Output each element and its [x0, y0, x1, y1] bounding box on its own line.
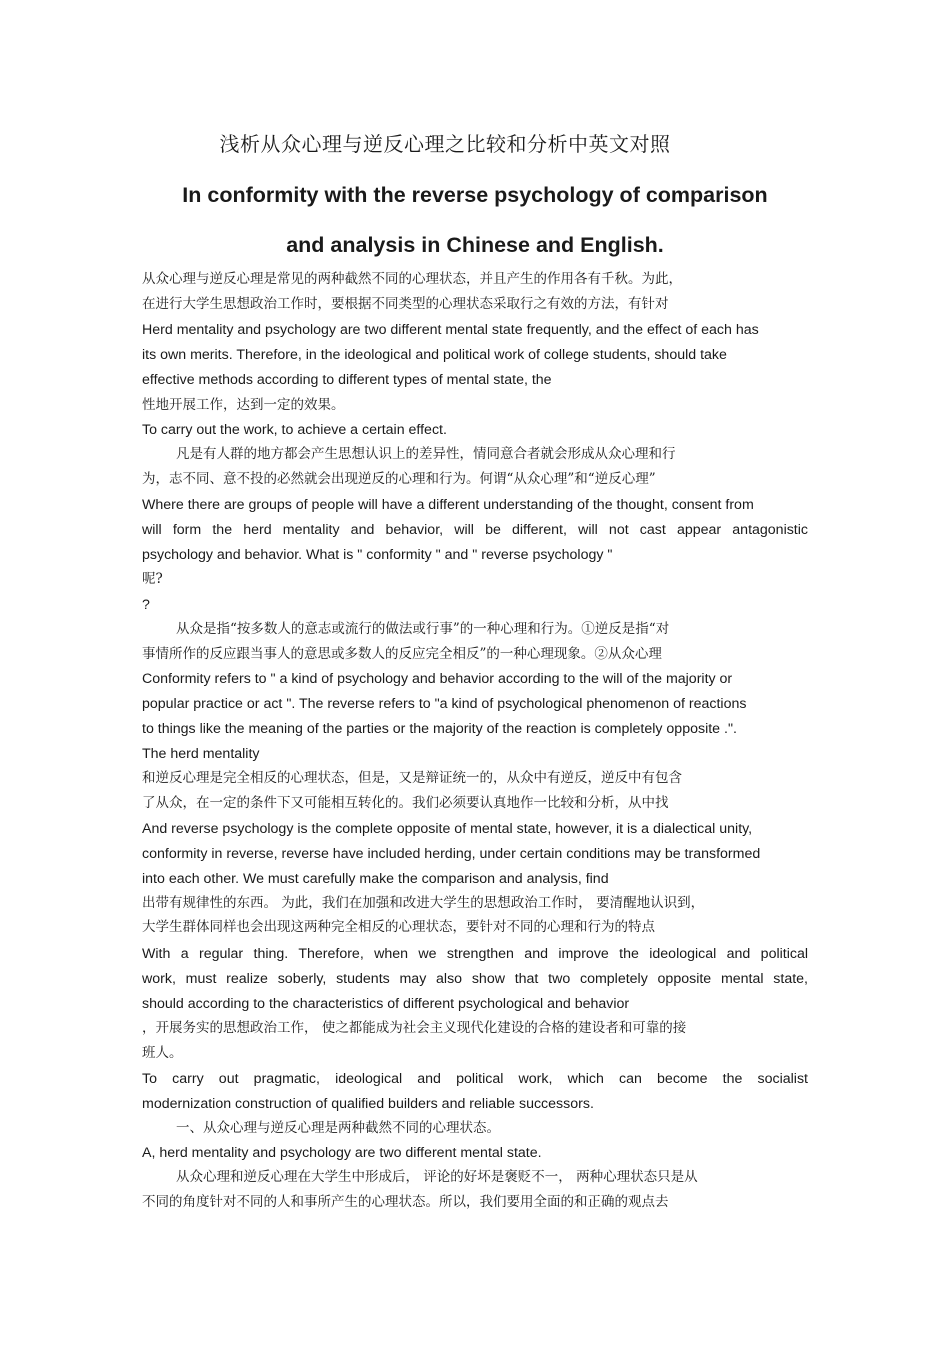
text-line: effective methods according to different types of mental state, the — [142, 372, 552, 388]
text-line: 班人。 — [142, 1045, 183, 1061]
text-line: 从众心理和逆反心理在大学生中形成后， 评论的好坏是褒贬不一， 两种心理状态只是从 — [176, 1169, 698, 1185]
text-line: 为，志不同、意不投的必然就会出现逆反的心理和行为。何谓“从众心理”和“逆反心理” — [142, 471, 656, 487]
text-line: to things like the meaning of the parties or the majority of the reaction is completely opposite .". — [142, 721, 737, 737]
text-line: 了从众，在一定的条件下又可能相互转化的。我们必须要认真地作一比较和分析，从中找 — [142, 795, 669, 811]
text-line: into each other. We must carefully make the comparison and analysis, find — [142, 871, 609, 887]
text-line: modernization construction of qualified builders and reliable successors. — [142, 1096, 594, 1112]
text-line: conformity in reverse, reverse have included herding, under certain conditions may be transformed — [142, 846, 761, 862]
text-line: will form the herd mentality and behavior, will be different, will not cast appear antagonistic — [142, 522, 808, 538]
text-line: 从众是指“按多数人的意志或流行的做法或行事”的一种心理和行为。①逆反是指“对 — [176, 621, 670, 637]
text-line: should according to the characteristics of different psychological and behavior — [142, 996, 630, 1012]
text-line: 性地开展工作，达到一定的效果。 — [142, 397, 345, 413]
english-title-line-1: In conformity with the reverse psychology of comparison — [182, 183, 768, 207]
text-line: work, must realize soberly, students may also show that two completely opposite mental state, — [142, 971, 808, 987]
text-line: popular practice or act ". The reverse refers to "a kind of psychological phenomenon of reactions — [142, 696, 747, 712]
text-line: To carry out the work, to achieve a certain effect. — [142, 422, 447, 438]
text-line: 从众心理与逆反心理是常见的两种截然不同的心理状态，并且产生的作用各有千秋。为此， — [142, 271, 682, 287]
text-line: 大学生群体同样也会出现这两种完全相反的心理状态，要针对不同的心理和行为的特点 — [142, 919, 655, 935]
text-line: ，开展务实的思想政治工作， 使之都能成为社会主义现代化建设的合格的建设者和可靠的接 — [142, 1020, 687, 1036]
text-line: 事情所作的反应跟当事人的意思或多数人的反应完全相反”的一种心理现象。②从众心理 — [142, 646, 662, 662]
text-line: 出带有规律性的东西。 为此，我们在加强和改进大学生的思想政治工作时， 要清醒地认识到， — [142, 895, 705, 911]
section-heading: 一、从众心理与逆反心理是两种截然不同的心理状态。 — [176, 1120, 500, 1136]
text-line: ? — [142, 597, 150, 613]
text-line: its own merits. Therefore, in the ideological and political work of college students, should take — [142, 347, 727, 363]
section-heading-en: A, herd mentality and psychology are two different mental state. — [142, 1145, 542, 1161]
text-line: With a regular thing. Therefore, when we strengthen and improve the ideological and political — [142, 946, 808, 962]
text-line: 呢? — [142, 571, 163, 587]
text-line: And reverse psychology is the complete opposite of mental state, however, it is a dialectical unity, — [142, 821, 753, 837]
text-line: The herd mentality — [142, 746, 260, 762]
text-line: psychology and behavior. What is " conformity " and " reverse psychology " — [142, 547, 613, 563]
text-line: 在进行大学生思想政治工作时，要根据不同类型的心理状态采取行之有效的方法，有针对 — [142, 296, 669, 312]
chinese-title: 浅析从众心理与逆反心理之比较和分析中英文对照 — [219, 132, 671, 156]
text-line: Herd mentality and psychology are two different mental state frequently, and the effect of each has — [142, 322, 759, 338]
text-line: 凡是有人群的地方都会产生思想认识上的差异性，情同意合者就会形成从众心理和行 — [176, 446, 676, 462]
text-line: 不同的角度针对不同的人和事所产生的心理状态。所以，我们要用全面的和正确的观点去 — [142, 1194, 669, 1210]
text-line: Conformity refers to " a kind of psychology and behavior according to the will of the majority or — [142, 671, 733, 687]
text-line: Where there are groups of people will have a different understanding of the thought, consent from — [142, 497, 754, 513]
english-title-line-2: and analysis in Chinese and English. — [286, 233, 664, 257]
text-line: 和逆反心理是完全相反的心理状态，但是，又是辩证统一的，从众中有逆反，逆反中有包含 — [142, 770, 682, 786]
text-line: To carry out pragmatic, ideological and political work, which can become the socialist — [142, 1071, 808, 1087]
